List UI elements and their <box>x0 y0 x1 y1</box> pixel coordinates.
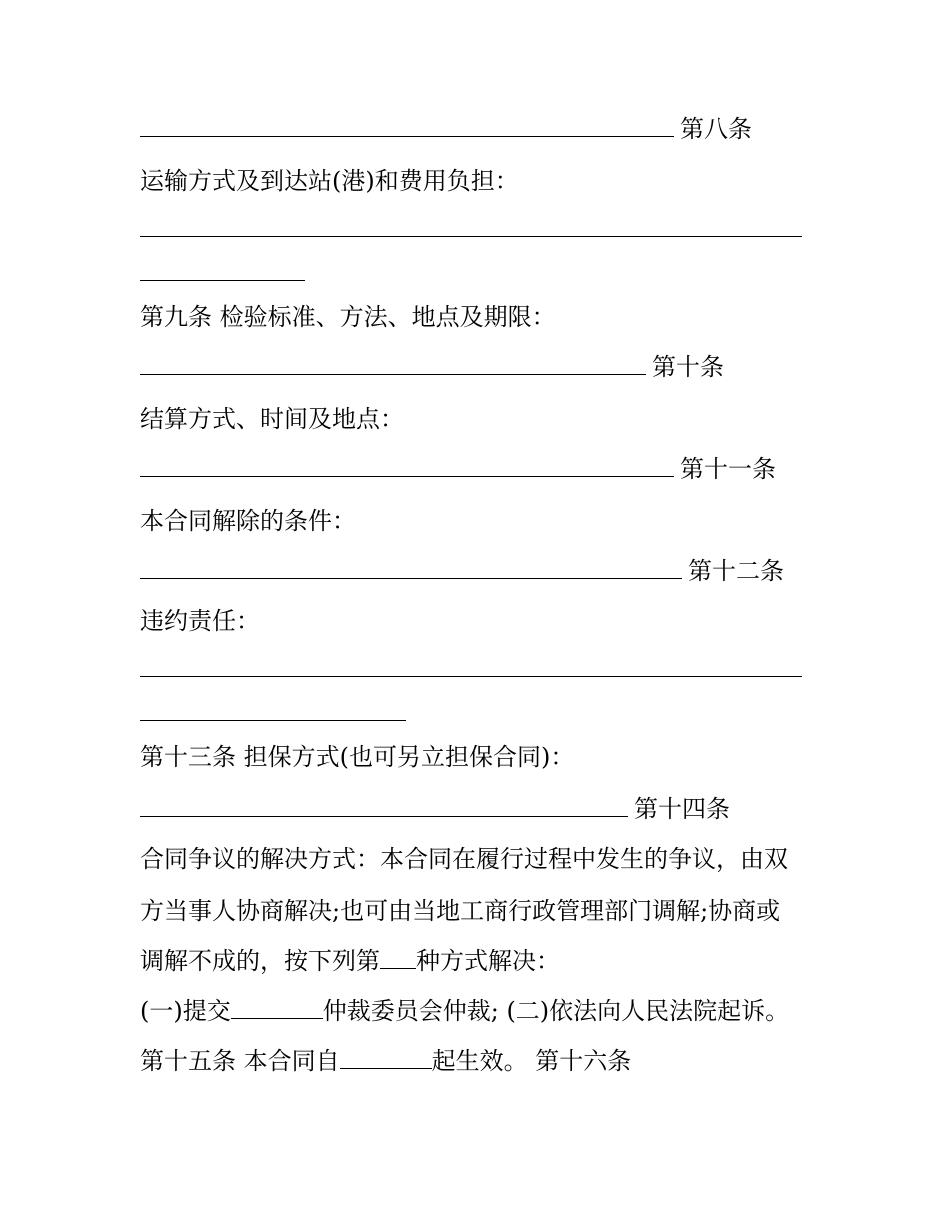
option-one-text: (一)提交 <box>140 997 231 1025</box>
transport-heading: 运输方式及到达站(港)和费用负担： <box>140 167 519 195</box>
fill-blank[interactable] <box>140 452 674 477</box>
dispute-text-a: 调解不成的，按下列第 <box>140 947 380 975</box>
dispute-paragraph-line-2: 方当事人协商解决;也可由当地工商行政管理部门调解;协商或 <box>140 897 781 925</box>
option-text-rest: 仲裁委员会仲裁; (二)依法向人民法院起诉。 <box>322 997 790 1025</box>
fill-blank[interactable] <box>140 652 802 677</box>
line-blank-full <box>140 652 808 686</box>
liability-heading: 违约责任： <box>140 607 260 635</box>
dispute-text-b: 种方式解决： <box>416 947 560 975</box>
article-10-label: 第十条 <box>652 353 724 381</box>
fill-blank[interactable] <box>380 944 416 969</box>
line-article-10 <box>140 350 724 384</box>
article-15-line <box>140 1044 631 1078</box>
line-blank-full <box>140 212 808 246</box>
article-12-label: 第十二条 <box>688 557 784 585</box>
fill-blank[interactable] <box>140 256 305 281</box>
settlement-heading: 结算方式、时间及地点： <box>140 405 404 433</box>
line-article-14 <box>140 792 730 826</box>
fill-blank[interactable] <box>340 1044 432 1069</box>
fill-blank[interactable] <box>231 994 323 1019</box>
article-8-label: 第八条 <box>680 115 752 143</box>
termination-heading: 本合同解除的条件： <box>140 507 356 535</box>
line-article-8 <box>140 112 752 146</box>
dispute-options-line <box>140 994 789 1028</box>
article-15-text-a: 第十五条 本合同自 <box>140 1047 340 1075</box>
fill-blank[interactable] <box>140 212 802 237</box>
line-article-11 <box>140 452 776 486</box>
line-blank-medium <box>140 696 412 730</box>
article-11-label: 第十一条 <box>680 455 776 483</box>
dispute-paragraph-line-3 <box>140 944 560 978</box>
article-13-heading: 第十三条 担保方式(也可另立担保合同)： <box>140 743 575 771</box>
dispute-paragraph-line-1: 合同争议的解决方式：本合同在履行过程中发生的争议，由双 <box>140 845 788 873</box>
fill-blank[interactable] <box>140 112 674 137</box>
line-article-12 <box>140 554 784 588</box>
article-15-text-b: 起生效。 第十六条 <box>431 1047 632 1075</box>
fill-blank[interactable] <box>140 350 646 375</box>
fill-blank[interactable] <box>140 696 406 721</box>
article-9-heading: 第九条 检验标准、方法、地点及期限： <box>140 303 556 331</box>
article-14-label: 第十四条 <box>634 795 730 823</box>
fill-blank[interactable] <box>140 554 682 579</box>
line-blank-short <box>140 256 311 290</box>
fill-blank[interactable] <box>140 792 628 817</box>
